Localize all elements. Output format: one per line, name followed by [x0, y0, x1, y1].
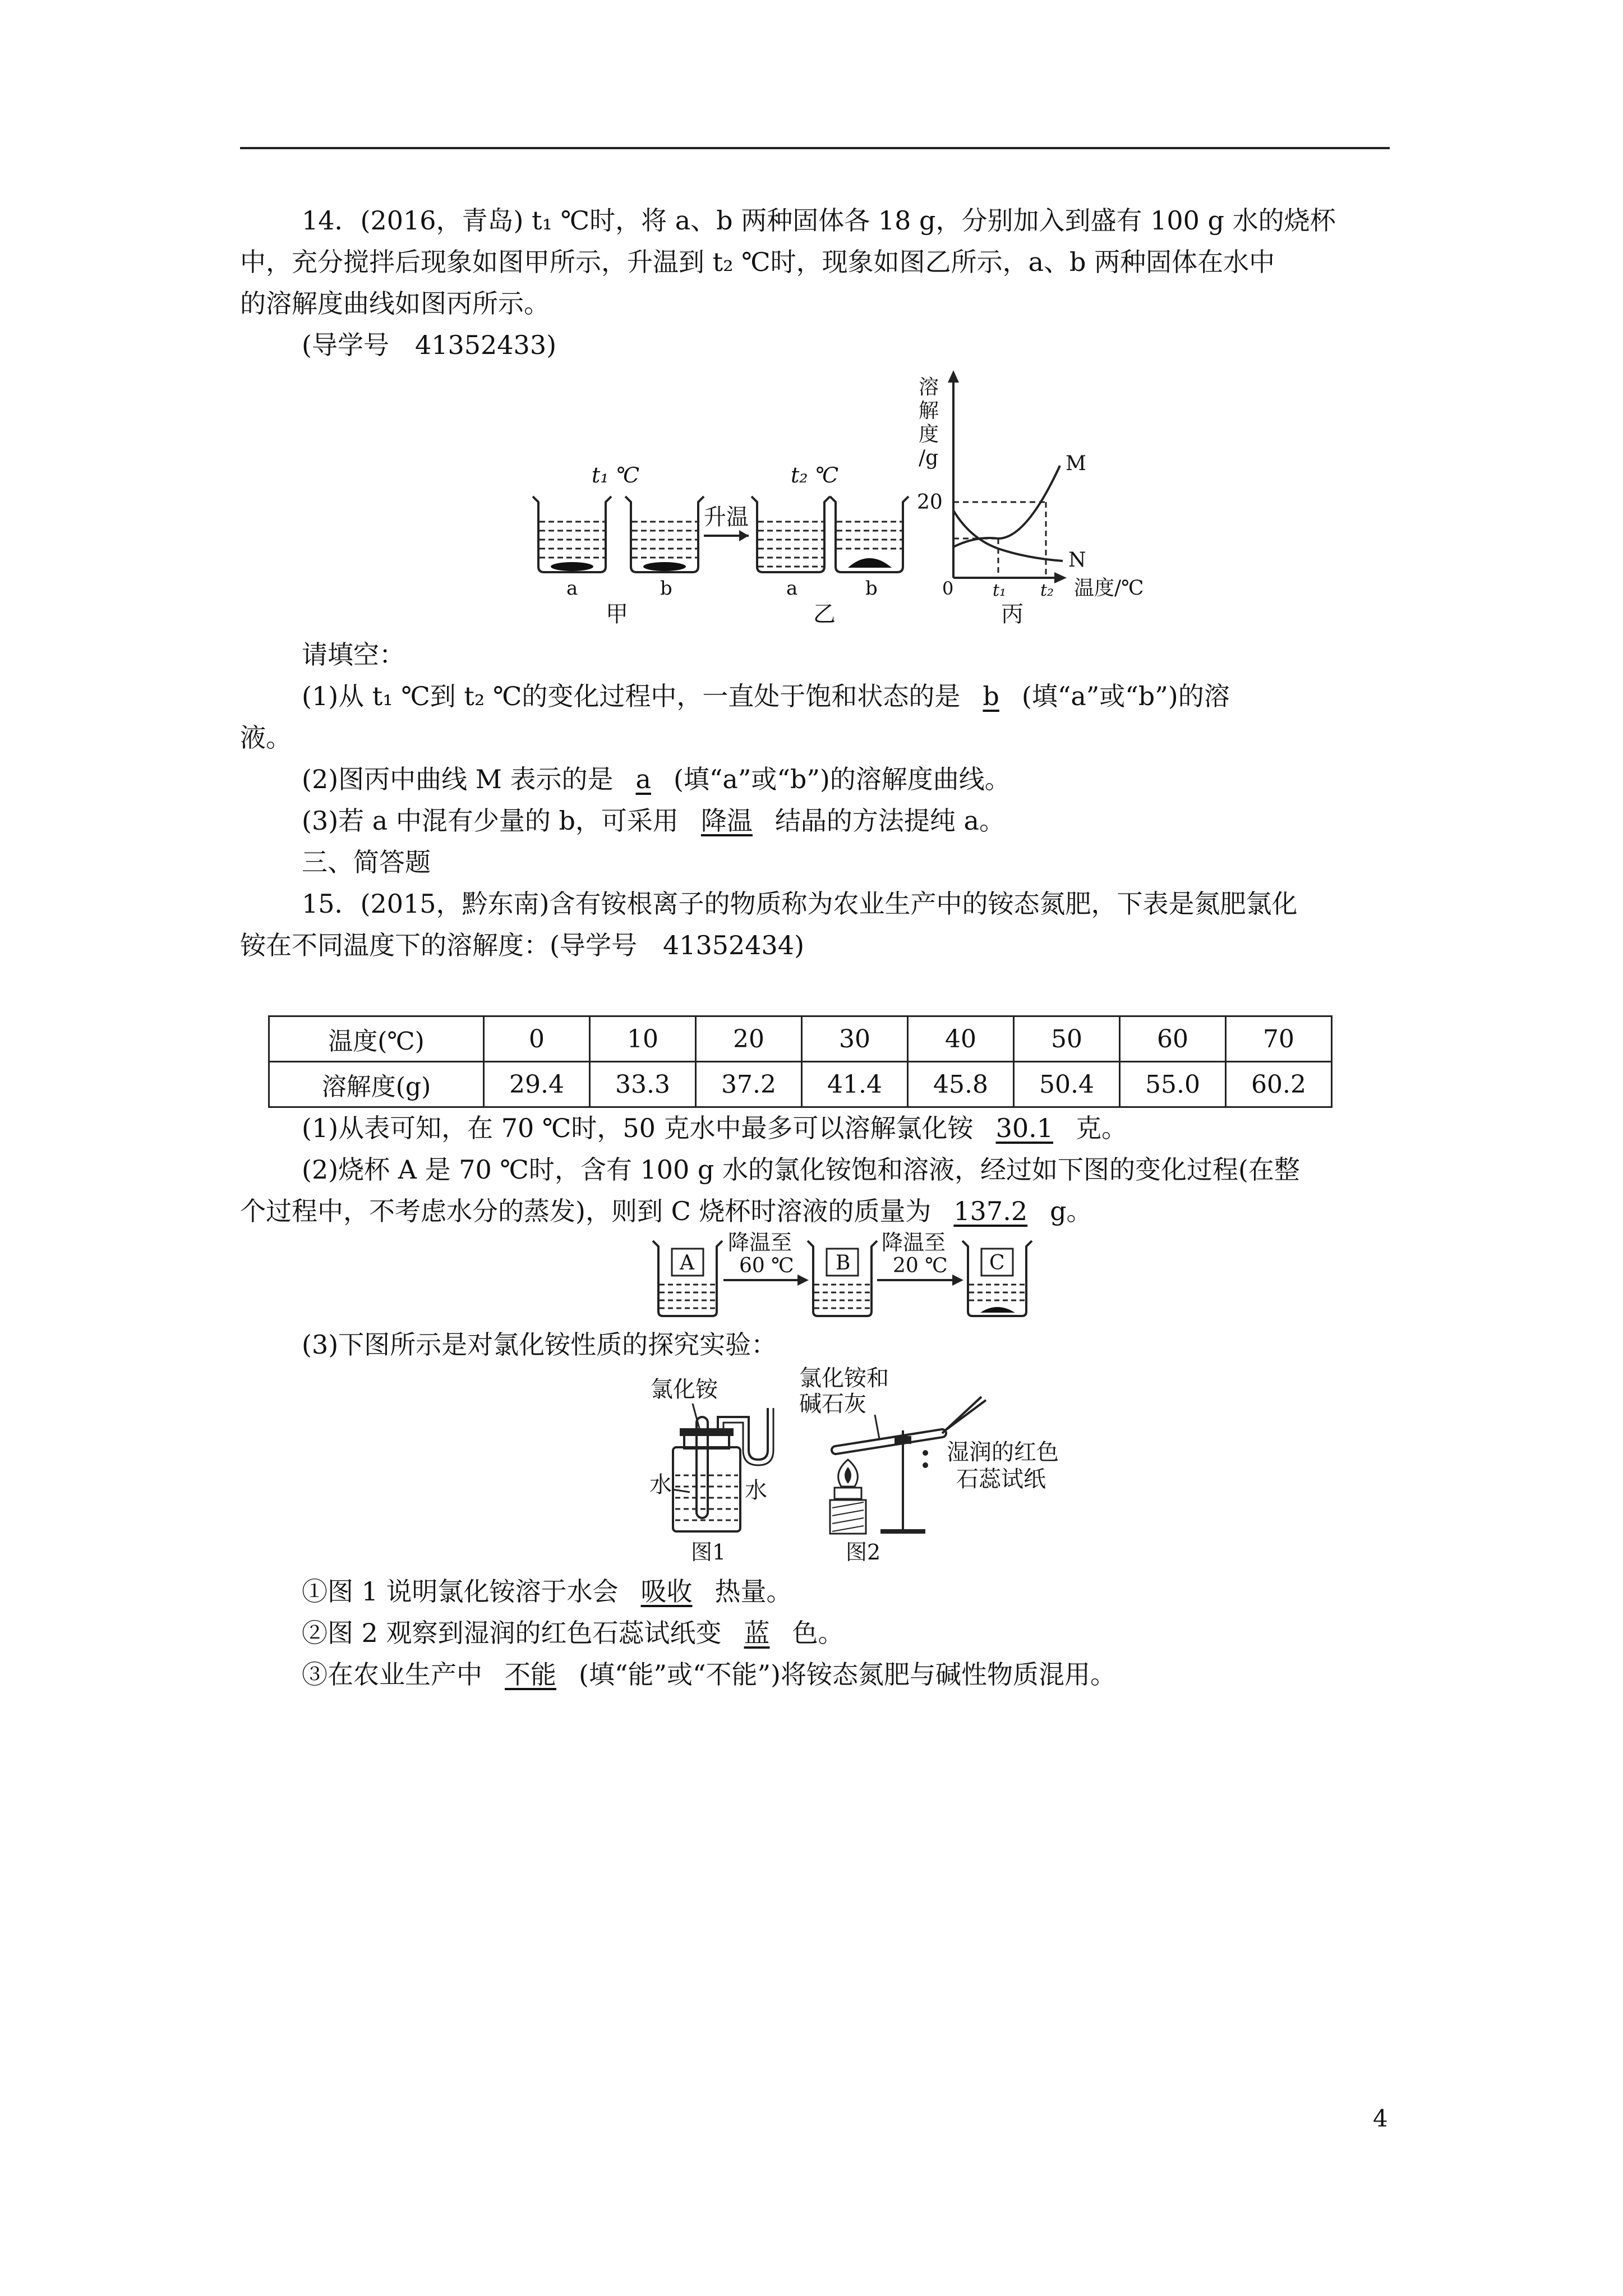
table-cell: 37.2: [696, 1062, 802, 1107]
table-head-solubility: 溶解度(g): [269, 1062, 484, 1107]
cool-arrow-1-top: 降温至: [728, 1230, 792, 1255]
table-cell: 50: [1014, 1016, 1120, 1062]
solubility-chart: [917, 370, 1144, 627]
cool-arrow-2-head: [952, 1274, 963, 1286]
q15-c1-text-2: 热量。: [714, 1576, 792, 1607]
label-mix-2: 碱石灰: [799, 1391, 866, 1417]
q15-c1-text: ①图 1 说明氯化铵溶于水会: [302, 1576, 619, 1607]
q15-c2: [302, 1616, 844, 1650]
table-cell: 10: [590, 1016, 696, 1062]
table-cell: 33.3: [590, 1062, 696, 1107]
label-paper-1: 湿润的红色: [947, 1439, 1059, 1465]
beaker-C-label: C: [989, 1251, 1005, 1274]
q15-line1: 15．(2015，黔东南)含有铵根离子的物质称为农业生产中的铵态氮肥，下表是氮肥氯化: [302, 889, 1298, 919]
origin-label: 0: [942, 578, 954, 599]
q15-c3: [302, 1657, 1116, 1692]
q15-c1-answer: 吸收: [640, 1576, 693, 1607]
label-fig1: 图1: [691, 1540, 726, 1565]
label-water-left: 水: [649, 1472, 672, 1498]
cooling-figure: [651, 1228, 1038, 1324]
beaker-yi-a: [751, 496, 830, 572]
q14-sub3: [302, 803, 1005, 838]
beaker-B-label: B: [836, 1251, 851, 1274]
q15-line2: 铵在不同温度下的溶解度：(导学号 41352434): [240, 930, 805, 960]
beaker-label-b-1: b: [660, 577, 672, 600]
table-cell: 60.2: [1226, 1062, 1332, 1107]
q14-sub2-answer: a: [635, 764, 651, 794]
label-nh4cl: 氯化铵: [651, 1377, 718, 1402]
solubility-table: [268, 1015, 1332, 1108]
y-label-3: 度: [919, 423, 939, 446]
q15-sub3: (3)下图所示是对氯化铵性质的探究实验：: [302, 1329, 777, 1360]
q14-sub2: [302, 762, 1011, 797]
beaker-jia-a: [533, 496, 611, 572]
y-axis-arrow: [948, 370, 959, 383]
header-rule: [240, 147, 1390, 149]
q15-sub2-line1: (2)烧杯 A 是 70 ℃时，含有 100 g 水的氯化铵饱和溶液，经过如下图的变化过程(在整: [302, 1154, 1300, 1185]
label-paper-2: 石蕊试纸: [956, 1466, 1046, 1492]
q14-line3: 的溶解度曲线如图丙所示。: [240, 288, 550, 319]
q15-sub2-text: 个过程中，不考虑水分的蒸发)，则到 C 烧杯时溶液的质量为: [240, 1196, 932, 1226]
cool-arrow-1-bottom: 60 ℃: [739, 1254, 794, 1277]
curve-m: [953, 466, 1060, 547]
q15-c3-answer: 不能: [505, 1659, 556, 1690]
label-fig2: 图2: [846, 1540, 881, 1565]
page-number: 4: [1373, 2105, 1388, 2132]
table-head-temp: 温度(℃): [269, 1016, 484, 1062]
q14-sub3-text: (3)若 a 中混有少量的 b，可采用: [302, 806, 679, 836]
cool-arrow-1-head: [797, 1274, 809, 1286]
table-row-temperature: [269, 1016, 1332, 1062]
pointer-mix: [875, 1415, 879, 1439]
table-cell: 55.0: [1120, 1062, 1226, 1107]
cool-arrow-2-top: 降温至: [882, 1230, 946, 1255]
beaker-label-a-2: a: [786, 577, 798, 600]
q15-c2-text: ②图 2 观察到湿润的红色石蕊试纸变: [302, 1618, 722, 1648]
q14-sub3-answer: 降温: [700, 806, 753, 836]
heat-arrow-label: 升温: [704, 504, 749, 530]
q14-sub1: [302, 679, 1230, 714]
beaker-yi-b: [830, 496, 909, 572]
y-label-4: /g: [919, 447, 939, 470]
curve-n-label: N: [1068, 549, 1086, 572]
label-bing: 丙: [1001, 601, 1023, 627]
q14-sub1-cont: 液。: [240, 723, 292, 753]
beaker-label-b-2: b: [865, 577, 878, 600]
beaker-jia-b: [625, 496, 704, 572]
fig2-apparatus: [830, 1397, 986, 1534]
q15-sub2-line2: [240, 1194, 1092, 1228]
q15-c3-text-2: (填“能”或“不能”)将铵态氮肥与碱性物质混用。: [579, 1659, 1116, 1690]
q14-line2: 中，充分搅拌后现象如图甲所示，升温到 t₂ ℃时，现象如图乙所示，a、b 两种固体在水中: [240, 247, 1275, 277]
q14-figure: [527, 370, 1161, 628]
label-water-right: 水: [745, 1478, 767, 1503]
table-row-solubility: [269, 1062, 1332, 1107]
q14-line1: 14．(2016，青岛) t₁ ℃时，将 a、b 两种固体各 18 g，分别加入到盛有 100 g 水的烧杯: [302, 205, 1336, 236]
fig1-flask: [673, 1417, 740, 1531]
x-axis-arrow: [1054, 572, 1067, 583]
q15-sub1-text: (1)从表可知，在 70 ℃时，50 克水中最多可以溶解氯化铵: [302, 1113, 974, 1143]
q15-sub1: [302, 1111, 1127, 1145]
heat-arrow-head: [739, 530, 749, 541]
x-axis-label: 温度/℃: [1074, 577, 1144, 600]
q14-sub1-text: (1)从 t₁ ℃到 t₂ ℃的变化过程中，一直处于饱和状态的是: [302, 681, 961, 711]
q15-sub2-text-2: g。: [1050, 1196, 1092, 1226]
table-cell: 40: [908, 1016, 1014, 1062]
table-cell: 0: [484, 1016, 590, 1062]
q15-c2-text-2: 色。: [792, 1618, 844, 1648]
label-jia: 甲: [606, 601, 628, 627]
q14-sub2-text-2: (填“a”或“b”)的溶解度曲线。: [673, 764, 1011, 794]
table-cell: 45.8: [908, 1062, 1014, 1107]
fill-prompt: 请填空：: [302, 639, 405, 670]
q14-guide-number: (导学号 41352433): [302, 330, 557, 360]
table-cell: 41.4: [802, 1062, 908, 1107]
q15-sub1-text-2: 克。: [1075, 1113, 1127, 1143]
t2-temp-label: t₂ ℃: [791, 463, 839, 487]
table-cell: 29.4: [484, 1062, 590, 1107]
q15-c1: [302, 1574, 792, 1609]
beaker-label-a-1: a: [566, 577, 578, 600]
y-tick-20: 20: [917, 491, 943, 514]
q14-sub1-answer: b: [983, 681, 999, 711]
table-cell: 50.4: [1014, 1062, 1120, 1107]
table-cell: 60: [1120, 1016, 1226, 1062]
pointer-water-left: [672, 1489, 690, 1492]
t1-temp-label: t₁ ℃: [592, 463, 640, 487]
q15-c2-answer: 蓝: [744, 1618, 770, 1648]
q15-sub1-answer: 30.1: [995, 1113, 1053, 1143]
beaker-A-label: A: [680, 1251, 694, 1274]
label-mix-1: 氯化铵和: [799, 1365, 889, 1391]
y-label-2: 解: [919, 399, 939, 422]
q14-sub3-text-2: 结晶的方法提纯 a。: [774, 806, 1005, 836]
label-yi: 乙: [813, 601, 836, 627]
cool-arrow-2-bottom: 20 ℃: [893, 1254, 948, 1277]
table-cell: 30: [802, 1016, 908, 1062]
x-tick-t1: t₁: [993, 581, 1007, 600]
table-cell: 20: [696, 1016, 802, 1062]
q15-sub2-answer: 137.2: [953, 1196, 1028, 1226]
table-cell: 70: [1226, 1016, 1332, 1062]
y-label-1: 溶: [919, 376, 939, 399]
q15-c3-text: ③在农业生产中: [302, 1659, 482, 1690]
experiment-figure: [639, 1363, 1066, 1571]
x-tick-t2: t₂: [1040, 581, 1054, 600]
q14-sub2-text: (2)图丙中曲线 M 表示的是: [302, 764, 614, 794]
section-heading: 三、简答题: [302, 847, 431, 877]
q14-sub1-text-2: (填“a”或“b”)的溶: [1021, 681, 1230, 711]
curve-m-label: M: [1066, 452, 1086, 475]
